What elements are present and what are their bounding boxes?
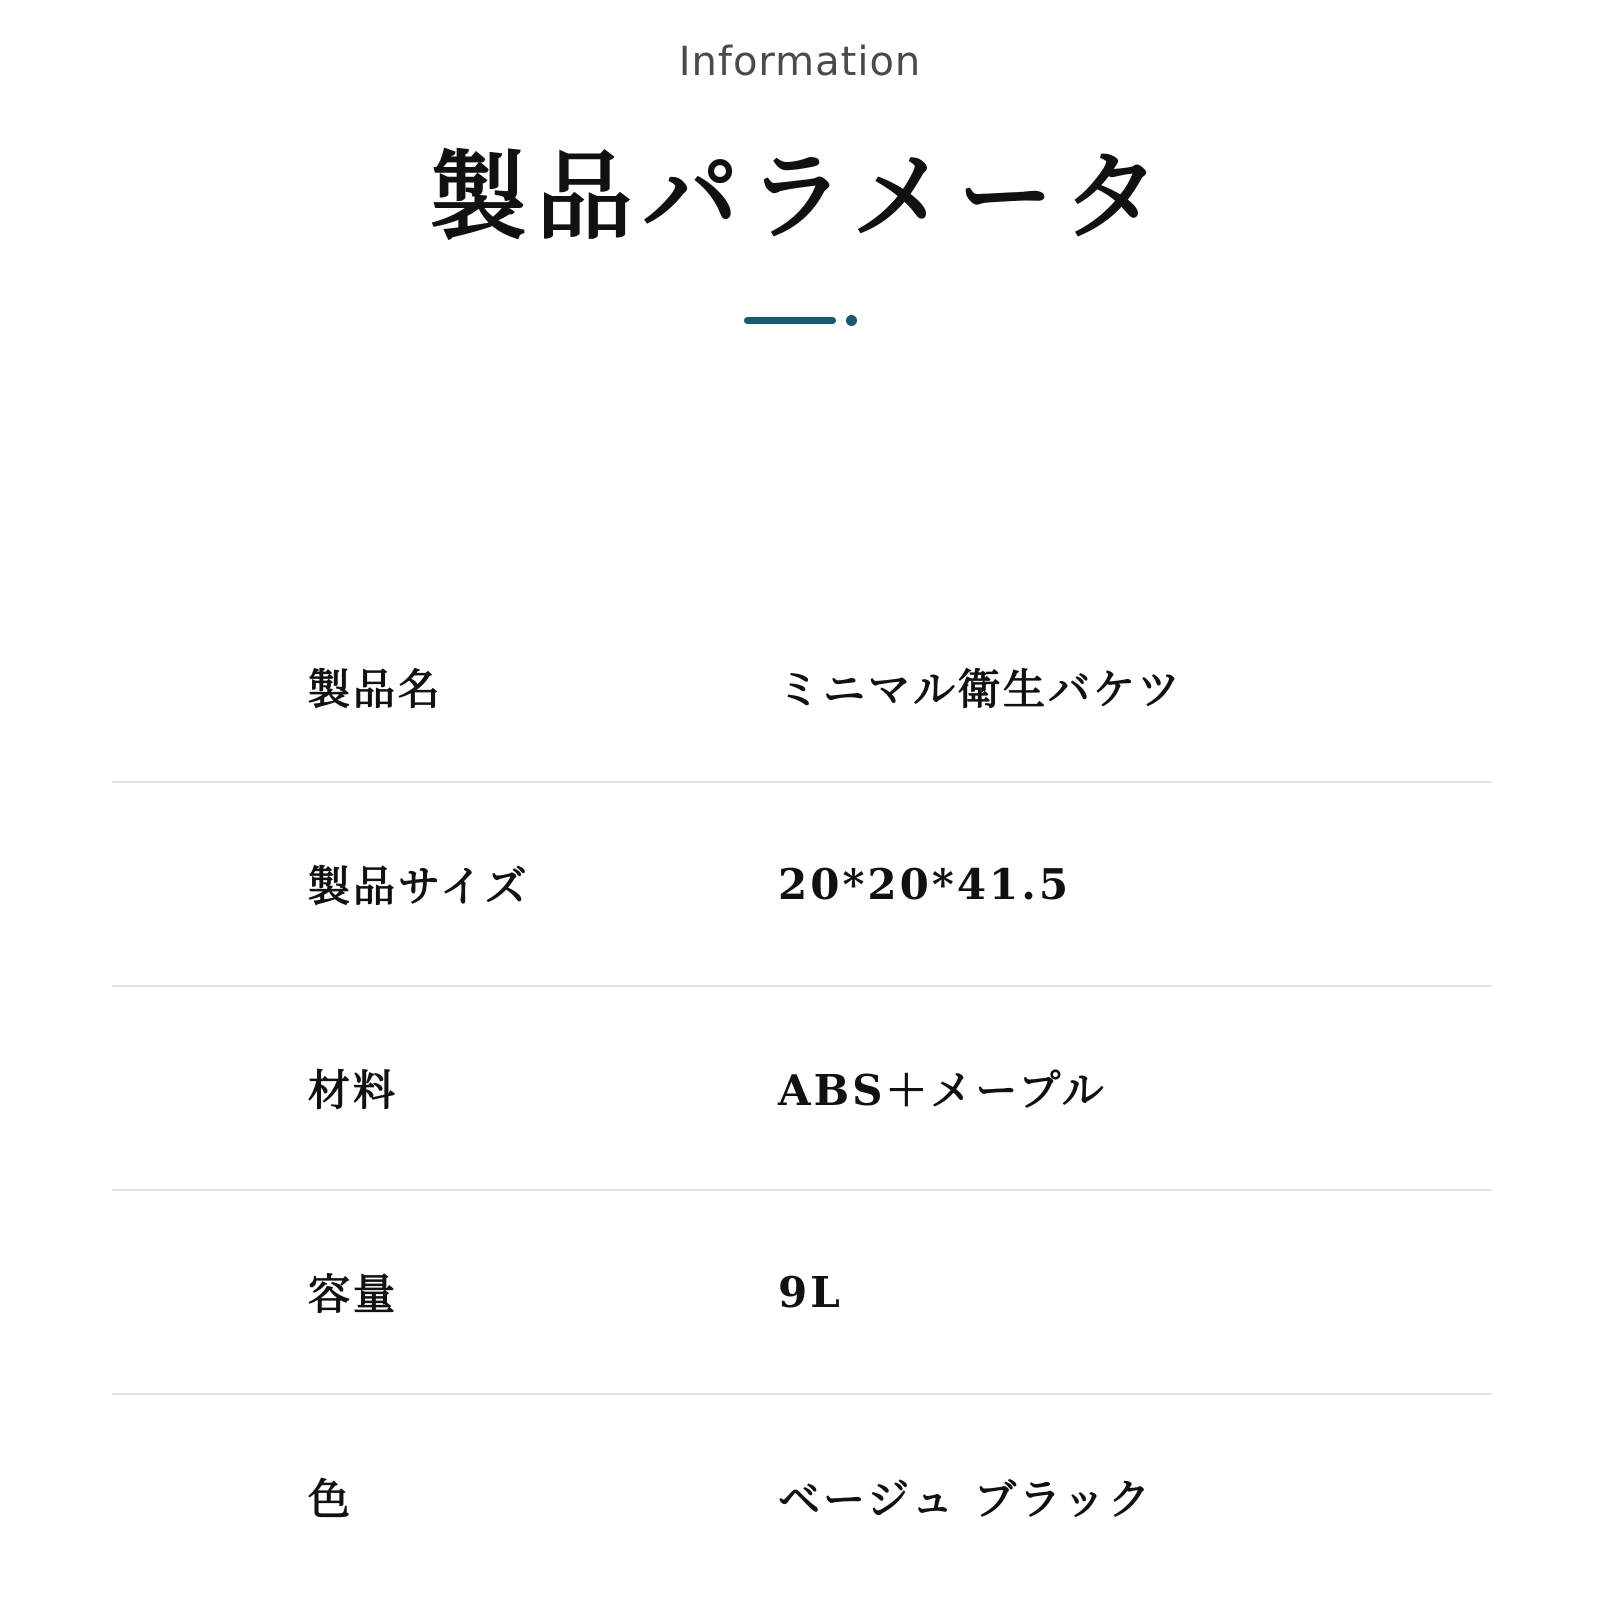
spec-value: 20*20*41.5 <box>778 859 1072 909</box>
spec-label: 材料 <box>308 1066 399 1115</box>
title-divider <box>0 314 1600 328</box>
spec-value: ミニマル衛生バケツ <box>778 664 1183 714</box>
spec-table <box>112 592 1492 1598</box>
spec-label: 色 <box>308 1474 354 1524</box>
spec-value: 9L <box>778 1267 843 1317</box>
table-row <box>112 1394 1492 1598</box>
page-header <box>0 0 1600 328</box>
spec-label: 製品名 <box>308 664 444 714</box>
page-title: 製品パラメータ <box>430 140 1170 253</box>
spec-value: ベージュ ブラック <box>778 1474 1154 1524</box>
divider-bar-icon <box>744 317 836 324</box>
table-row <box>112 782 1492 986</box>
table-row <box>112 592 1492 782</box>
page-eyebrow: Information <box>678 39 922 85</box>
table-row <box>112 986 1492 1190</box>
spec-value: ABS＋メープル <box>778 1066 1107 1115</box>
spec-label: 容量 <box>308 1270 399 1319</box>
spec-label: 製品サイズ <box>308 862 530 911</box>
divider-dot-icon <box>846 315 857 326</box>
table-row <box>112 1190 1492 1394</box>
